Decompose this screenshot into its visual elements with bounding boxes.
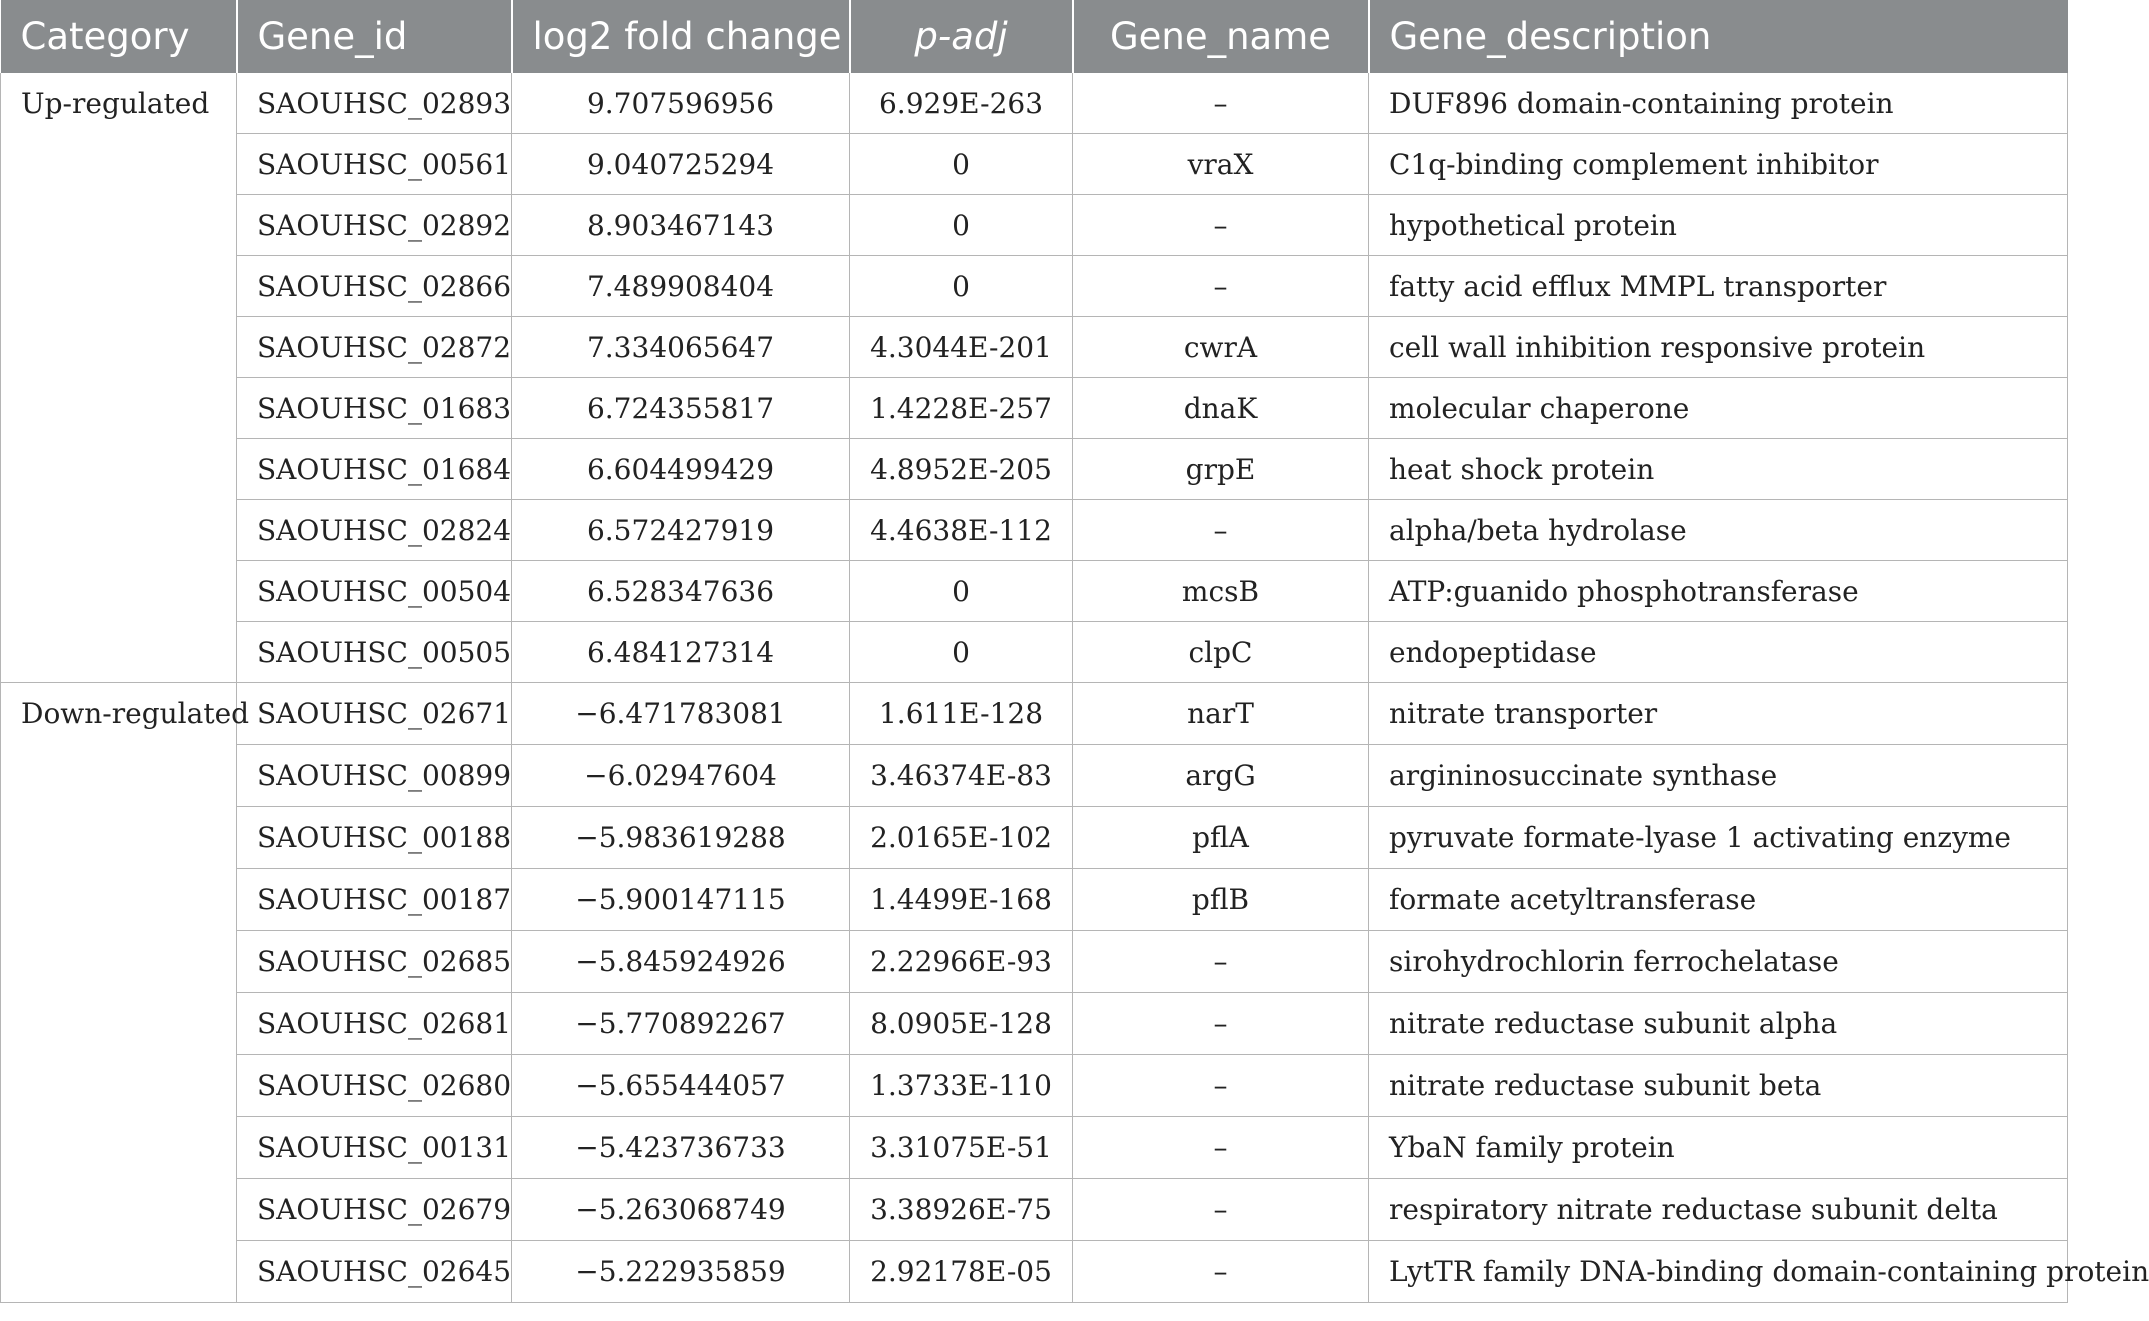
gene-description-cell: nitrate transporter <box>1369 683 2068 745</box>
gene-name-cell: pflB <box>1073 869 1369 931</box>
p-adj-cell: 0 <box>850 134 1073 195</box>
table-row <box>1 317 2068 378</box>
gene-id-cell: SAOUHSC_02645 <box>237 1241 512 1303</box>
gene-name-cell: grpE <box>1073 439 1369 500</box>
p-adj-cell: 0 <box>850 622 1073 683</box>
log2-fold-change-cell: 6.572427919 <box>512 500 850 561</box>
p-adj-cell: 2.22966E-93 <box>850 931 1073 993</box>
header-category: Category <box>1 0 237 73</box>
gene-name-cell: – <box>1073 993 1369 1055</box>
table-row <box>1 931 2068 993</box>
gene-name-cell: argG <box>1073 745 1369 807</box>
gene-name-cell: pflA <box>1073 807 1369 869</box>
table-row <box>1 1055 2068 1117</box>
gene-id-cell: SAOUHSC_00188 <box>237 807 512 869</box>
p-adj-cell: 3.46374E-83 <box>850 745 1073 807</box>
gene-description-cell: hypothetical protein <box>1369 195 2068 256</box>
gene-id-cell: SAOUHSC_02866 <box>237 256 512 317</box>
p-adj-cell: 4.4638E-112 <box>850 500 1073 561</box>
gene-name-cell: mcsB <box>1073 561 1369 622</box>
gene-description-cell: fatty acid efflux MMPL transporter <box>1369 256 2068 317</box>
p-adj-cell: 0 <box>850 195 1073 256</box>
p-adj-cell: 4.8952E-205 <box>850 439 1073 500</box>
gene-name-cell: – <box>1073 256 1369 317</box>
gene-description-cell: heat shock protein <box>1369 439 2068 500</box>
gene-id-cell: SAOUHSC_02685 <box>237 931 512 993</box>
table-row <box>1 378 2068 439</box>
log2-fold-change-cell: 6.604499429 <box>512 439 850 500</box>
log2-fold-change-cell: 9.707596956 <box>512 73 850 134</box>
gene-name-cell: – <box>1073 1055 1369 1117</box>
gene-description-cell: pyruvate formate-lyase 1 activating enzyme <box>1369 807 2068 869</box>
gene-description-cell: respiratory nitrate reductase subunit delta <box>1369 1179 2068 1241</box>
table-row <box>1 195 2068 256</box>
gene-description-cell: endopeptidase <box>1369 622 2068 683</box>
gene-id-cell: SAOUHSC_02824 <box>237 500 512 561</box>
log2-fold-change-cell: −6.02947604 <box>512 745 850 807</box>
header-log2-fold-change: log2 fold change <box>512 0 850 73</box>
log2-fold-change-cell: −6.471783081 <box>512 683 850 745</box>
table-row <box>1 683 2068 745</box>
table-row <box>1 622 2068 683</box>
gene-description-cell: cell wall inhibition responsive protein <box>1369 317 2068 378</box>
header-gene-description: Gene_description <box>1369 0 2068 73</box>
gene-id-cell: SAOUHSC_02893 <box>237 73 512 134</box>
gene-description-cell: YbaN family protein <box>1369 1117 2068 1179</box>
log2-fold-change-cell: −5.655444057 <box>512 1055 850 1117</box>
log2-fold-change-cell: 8.903467143 <box>512 195 850 256</box>
gene-name-cell: dnaK <box>1073 378 1369 439</box>
table-row <box>1 1117 2068 1179</box>
table-row <box>1 500 2068 561</box>
gene-description-cell: sirohydrochlorin ferrochelatase <box>1369 931 2068 993</box>
p-adj-cell: 6.929E-263 <box>850 73 1073 134</box>
p-adj-cell: 8.0905E-128 <box>850 993 1073 1055</box>
header-gene-name: Gene_name <box>1073 0 1369 73</box>
log2-fold-change-cell: 6.724355817 <box>512 378 850 439</box>
gene-name-cell: – <box>1073 1241 1369 1303</box>
p-adj-cell: 2.0165E-102 <box>850 807 1073 869</box>
gene-id-cell: SAOUHSC_00131 <box>237 1117 512 1179</box>
log2-fold-change-cell: −5.900147115 <box>512 869 850 931</box>
log2-fold-change-cell: −5.423736733 <box>512 1117 850 1179</box>
category-cell: Up-regulated <box>1 73 237 683</box>
header-p-adj: p-adj <box>850 0 1073 73</box>
gene-description-cell: DUF896 domain-containing protein <box>1369 73 2068 134</box>
log2-fold-change-cell: 6.528347636 <box>512 561 850 622</box>
p-adj-cell: 1.3733E-110 <box>850 1055 1073 1117</box>
gene-name-cell: vraX <box>1073 134 1369 195</box>
gene-id-cell: SAOUHSC_02680 <box>237 1055 512 1117</box>
p-adj-cell: 3.31075E-51 <box>850 1117 1073 1179</box>
gene-name-cell: – <box>1073 931 1369 993</box>
gene-name-cell: – <box>1073 195 1369 256</box>
gene-description-cell: nitrate reductase subunit beta <box>1369 1055 2068 1117</box>
header-gene-id: Gene_id <box>237 0 512 73</box>
table-row <box>1 807 2068 869</box>
table-row <box>1 993 2068 1055</box>
gene-id-cell: SAOUHSC_01683 <box>237 378 512 439</box>
gene-name-cell: cwrA <box>1073 317 1369 378</box>
table-row <box>1 869 2068 931</box>
log2-fold-change-cell: 7.489908404 <box>512 256 850 317</box>
log2-fold-change-cell: −5.983619288 <box>512 807 850 869</box>
table-row <box>1 1241 2068 1303</box>
log2-fold-change-cell: −5.845924926 <box>512 931 850 993</box>
gene-id-cell: SAOUHSC_00561 <box>237 134 512 195</box>
gene-name-cell: – <box>1073 73 1369 134</box>
p-adj-cell: 2.92178E-05 <box>850 1241 1073 1303</box>
gene-id-cell: SAOUHSC_02671 <box>237 683 512 745</box>
category-cell: Down-regulated <box>1 683 237 1303</box>
gene-name-cell: – <box>1073 1117 1369 1179</box>
p-adj-cell: 1.611E-128 <box>850 683 1073 745</box>
gene-id-cell: SAOUHSC_02679 <box>237 1179 512 1241</box>
log2-fold-change-cell: −5.770892267 <box>512 993 850 1055</box>
gene-description-cell: C1q-binding complement inhibitor <box>1369 134 2068 195</box>
gene-description-cell: argininosuccinate synthase <box>1369 745 2068 807</box>
gene-name-cell: narT <box>1073 683 1369 745</box>
p-adj-cell: 4.3044E-201 <box>850 317 1073 378</box>
p-adj-cell: 1.4228E-257 <box>850 378 1073 439</box>
gene-description-cell: formate acetyltransferase <box>1369 869 2068 931</box>
table-row <box>1 439 2068 500</box>
table-row <box>1 745 2068 807</box>
p-adj-cell: 1.4499E-168 <box>850 869 1073 931</box>
log2-fold-change-cell: 6.484127314 <box>512 622 850 683</box>
table-row <box>1 134 2068 195</box>
gene-name-cell: clpC <box>1073 622 1369 683</box>
gene-description-cell: molecular chaperone <box>1369 378 2068 439</box>
log2-fold-change-cell: −5.263068749 <box>512 1179 850 1241</box>
gene-name-cell: – <box>1073 1179 1369 1241</box>
gene-id-cell: SAOUHSC_00899 <box>237 745 512 807</box>
header-row <box>1 0 2068 73</box>
gene-id-cell: SAOUHSC_00505 <box>237 622 512 683</box>
table-row <box>1 561 2068 622</box>
p-adj-cell: 0 <box>850 561 1073 622</box>
gene-description-cell: LytTR family DNA-binding domain-containing protein <box>1369 1241 2068 1303</box>
gene-name-cell: – <box>1073 500 1369 561</box>
log2-fold-change-cell: −5.222935859 <box>512 1241 850 1303</box>
p-adj-cell: 3.38926E-75 <box>850 1179 1073 1241</box>
gene-id-cell: SAOUHSC_02892 <box>237 195 512 256</box>
table-row <box>1 73 2068 134</box>
gene-id-cell: SAOUHSC_00504 <box>237 561 512 622</box>
gene-id-cell: SAOUHSC_01684 <box>237 439 512 500</box>
gene-description-cell: alpha/beta hydrolase <box>1369 500 2068 561</box>
table-body <box>1 73 2149 1303</box>
gene-description-cell: ATP:guanido phosphotransferase <box>1369 561 2068 622</box>
gene-id-cell: SAOUHSC_02681 <box>237 993 512 1055</box>
gene-id-cell: SAOUHSC_00187 <box>237 869 512 931</box>
gene-description-cell: nitrate reductase subunit alpha <box>1369 993 2068 1055</box>
table-row <box>1 256 2068 317</box>
table-row <box>1 1179 2068 1241</box>
log2-fold-change-cell: 7.334065647 <box>512 317 850 378</box>
gene-id-cell: SAOUHSC_02872 <box>237 317 512 378</box>
p-adj-cell: 0 <box>850 256 1073 317</box>
log2-fold-change-cell: 9.040725294 <box>512 134 850 195</box>
